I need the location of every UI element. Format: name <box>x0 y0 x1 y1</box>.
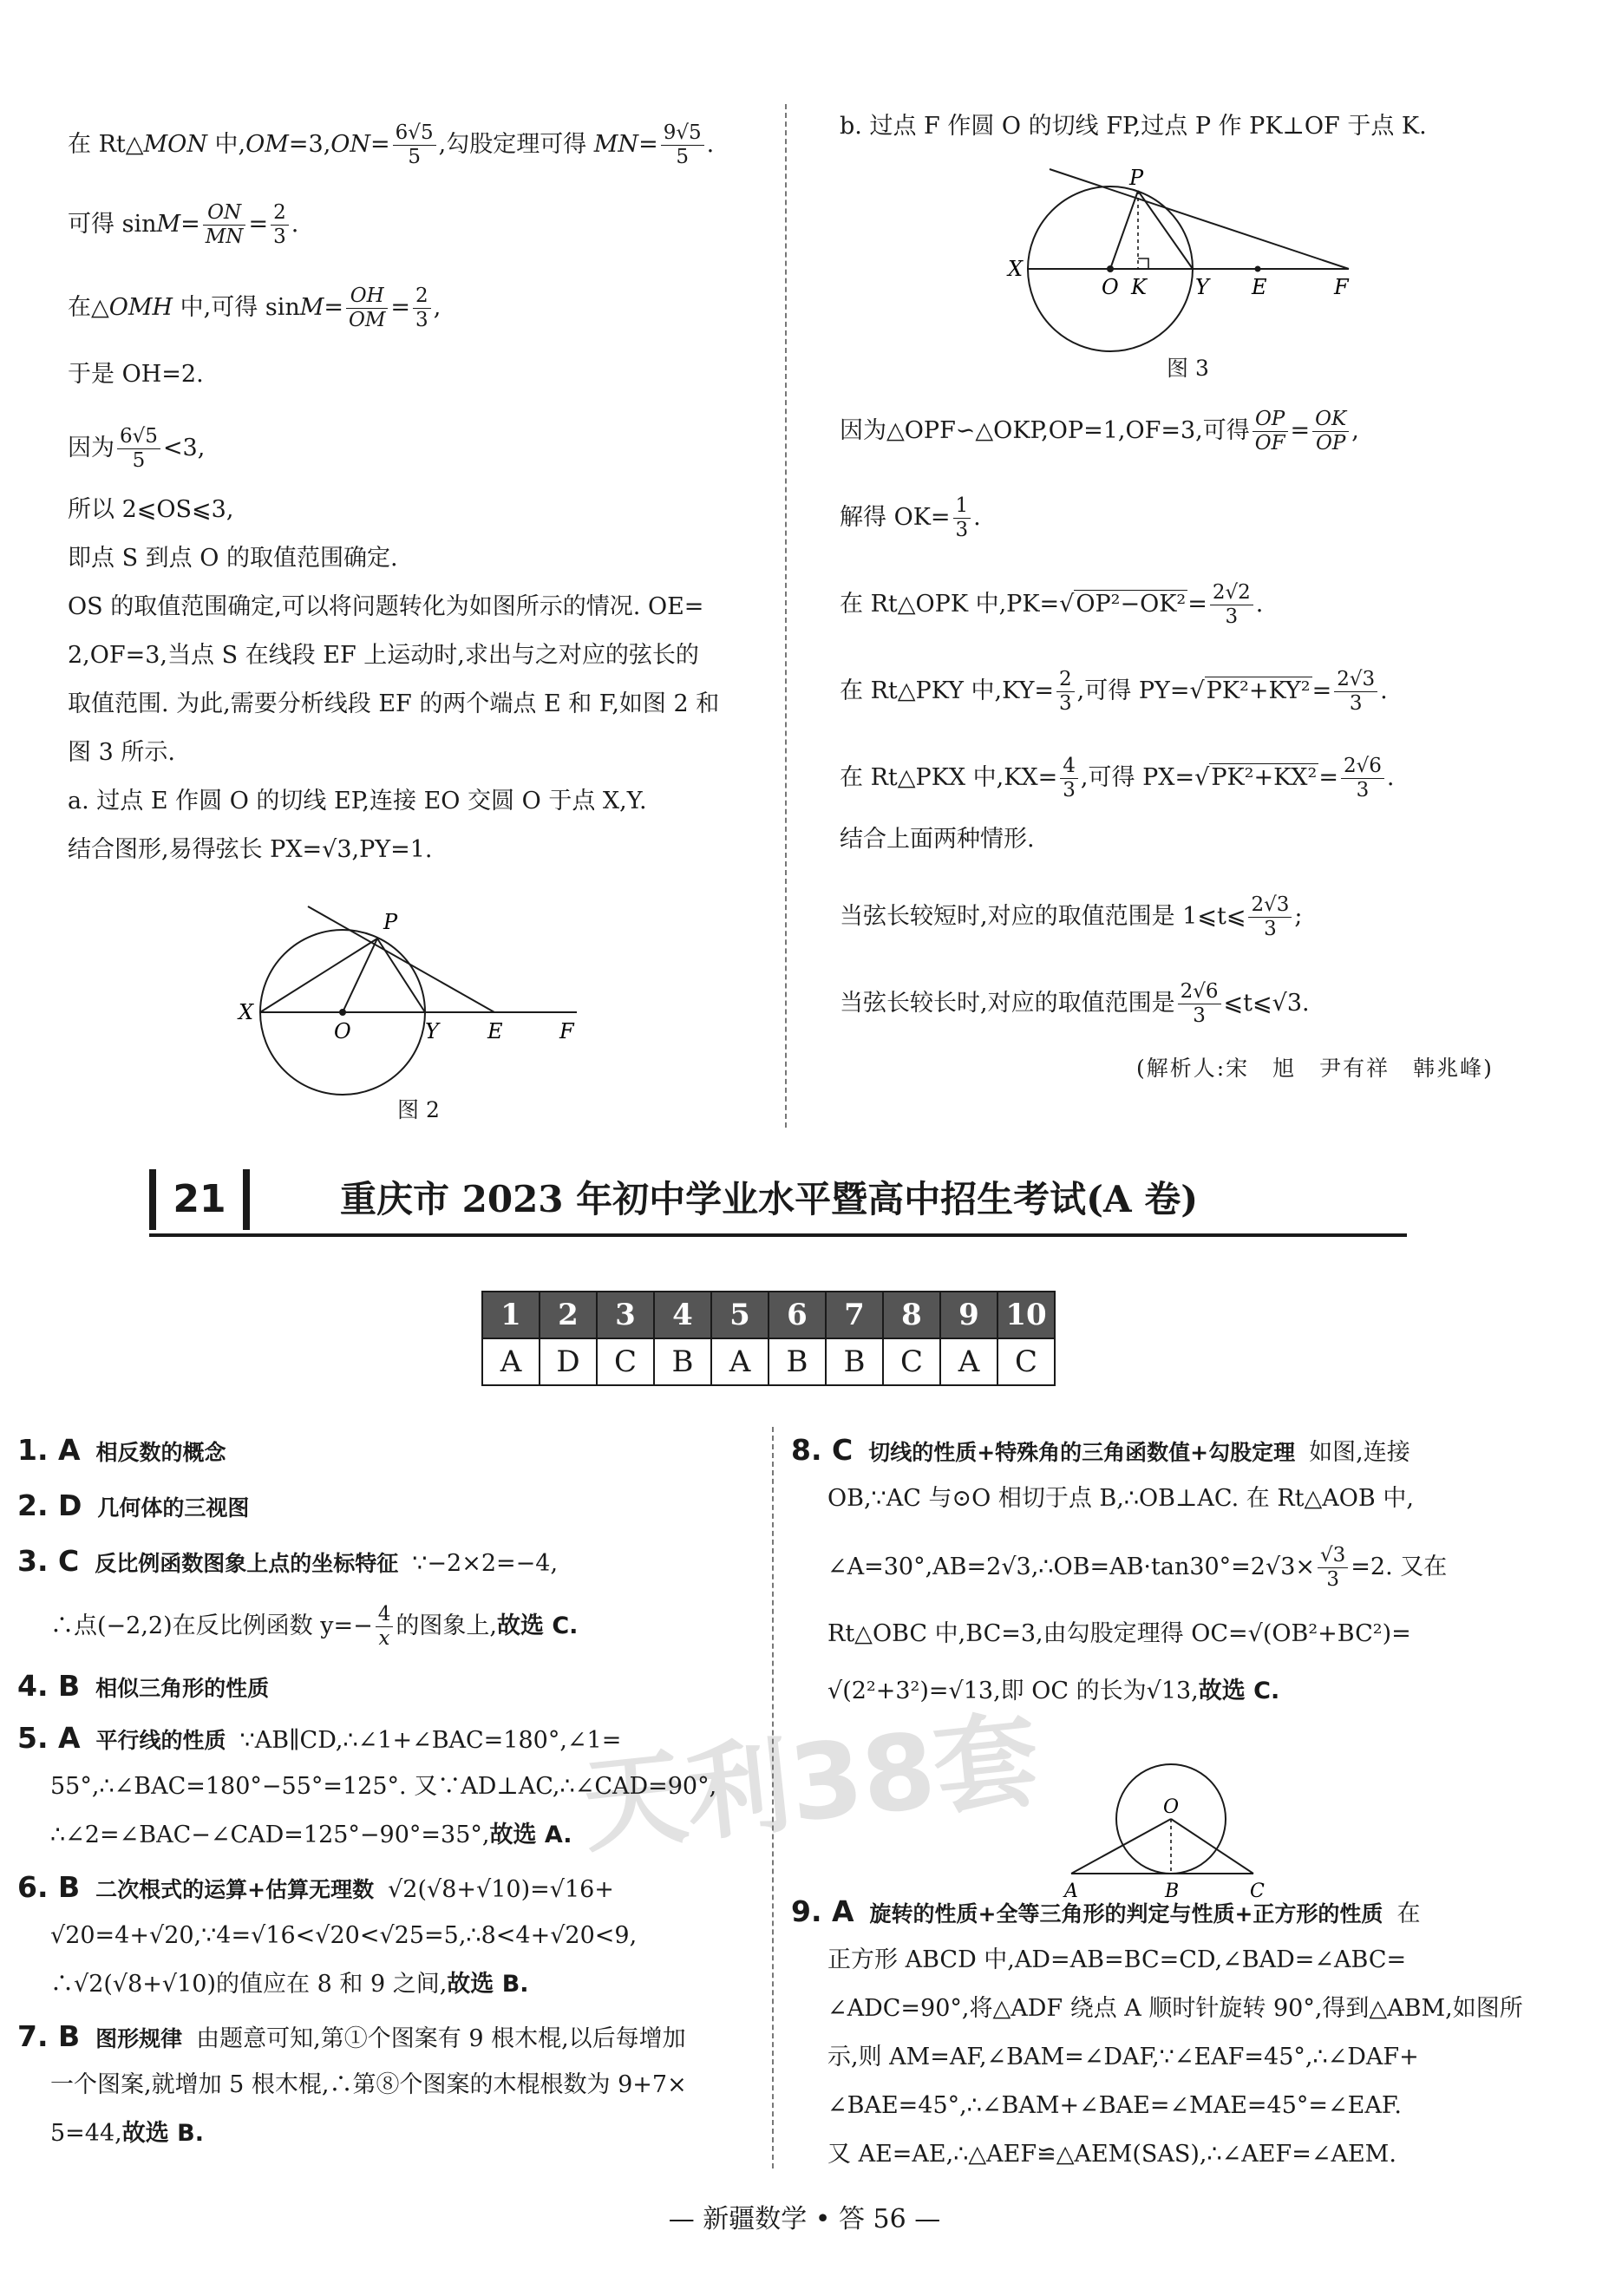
text-line: 在△OMH 中,可得 sinM= $\frac{OH}{OM}$ = $\frac{2}{3}$ , <box>68 285 441 331</box>
question-number-cell: 10 <box>997 1292 1055 1338</box>
question-number-cell: 9 <box>940 1292 997 1338</box>
text-line: √(2²+3²)=√13,即 OC 的长为√13,故选 C. <box>827 1678 1280 1704</box>
text-line: 结合图形,易得弦长 PX=√3,PY=1. <box>68 836 433 863</box>
figure-3 <box>1006 160 1370 369</box>
label-x: X <box>239 1000 254 1024</box>
fraction: $\frac{2}{3}$ <box>413 285 431 332</box>
fraction: $\frac{OH}{OM}$ <box>346 285 388 332</box>
answer-cell: B <box>769 1338 826 1385</box>
label-e: E <box>487 1019 503 1043</box>
fraction: $\frac{2√6}{3}$ <box>1341 755 1384 802</box>
answer-cell: B <box>826 1338 883 1385</box>
text-line: 于是 OH=2. <box>68 361 204 388</box>
label-a: A <box>1064 1881 1078 1902</box>
question-number-cell: 5 <box>711 1292 769 1338</box>
fraction: $\frac{2√2}{3}$ <box>1210 581 1253 629</box>
fraction: $\frac{OK}{OP}$ <box>1312 408 1349 455</box>
answer-cell: A <box>482 1338 540 1385</box>
label-f: F <box>1334 275 1349 299</box>
answer-item: 3. C 反比例函数图象上点的坐标特征 ∵−2×2=−4, <box>17 1544 559 1578</box>
text-line: √20=4+√20,∵4=√16<√20<√25=5,∴8<4+√20<9, <box>50 1922 638 1949</box>
question-number-cell: 1 <box>482 1292 540 1338</box>
figure-q8 <box>1054 1756 1271 1904</box>
label-p: P <box>1129 166 1144 190</box>
answer-item: 1. A 相反数的概念 <box>17 1433 226 1467</box>
point-o <box>339 1009 346 1016</box>
label-b: B <box>1165 1881 1180 1902</box>
text-line: ∠BAE=45°,∴∠BAM+∠BAE=∠MAE=45°=∠EAF. <box>827 2092 1402 2119</box>
tangent-line <box>308 906 494 1012</box>
answer-cell: A <box>940 1338 997 1385</box>
chord-py <box>1138 191 1193 269</box>
chord-py <box>377 939 425 1012</box>
text-line: 结合上面两种情形. <box>840 826 1035 853</box>
question-number-cell: 8 <box>883 1292 940 1338</box>
answer-item: 4. B 相似三角形的性质 <box>17 1669 270 1703</box>
text-line: OB,∵AC 与⊙O 相切于点 B,∴OB⊥AC. 在 Rt△AOB 中, <box>827 1485 1414 1512</box>
fraction: $\frac{OP}{OF}$ <box>1253 408 1288 455</box>
text-line: ∠A=30°,AB=2√3,∴OB=AB·tan30°=2√3× $\frac{√3}{3}$ =2. 又在 <box>827 1544 1448 1591</box>
question-number-cell: 4 <box>654 1292 711 1338</box>
fraction: $\frac{ON}{MN}$ <box>203 201 246 249</box>
label-y: Y <box>1195 275 1209 299</box>
page-footer: — 新疆数学 • 答 56 — <box>668 2204 941 2234</box>
text-line: ∴√2(√8+√10)的值应在 8 和 9 之间,故选 B. <box>50 1971 529 1998</box>
text-line: 在 Rt△PKY 中,KY= $\frac{2}{3}$ ,可得 PY=√PK²+KY²= $\frac{2√3}{3}$ . <box>840 668 1388 715</box>
answer-cell: A <box>711 1338 769 1385</box>
fraction: $\frac{6√5}{5}$ <box>117 425 160 473</box>
label-c: C <box>1250 1881 1265 1902</box>
answer-cell: C <box>883 1338 940 1385</box>
answer-item: 7. B 图形规律 由题意可知,第①个图案有 9 根木棍,以后每增加 <box>17 2019 686 2053</box>
segment-po <box>1110 191 1138 269</box>
figure-2-caption: 图 2 <box>397 1097 440 1122</box>
text-line: 55°,∴∠BAC=180°−55°=125°. 又∵AD⊥AC,∴∠CAD=90°, <box>50 1773 717 1800</box>
question-number-cell: 7 <box>826 1292 883 1338</box>
column-divider <box>785 104 787 1128</box>
text-line: b. 过点 F 作圆 O 的切线 FP,过点 P 作 PK⊥OF 于点 K. <box>840 113 1427 140</box>
answer-item: 5. A 平行线的性质 ∵AB∥CD,∴∠1+∠BAC=180°,∠1= <box>17 1721 622 1755</box>
label-x: X <box>1008 257 1024 281</box>
text-line: 即点 S 到点 O 的取值范围确定. <box>68 545 398 572</box>
figure-3-caption: 图 3 <box>1167 356 1209 381</box>
label-o: O <box>1102 275 1119 299</box>
answer-table-answer-row <box>482 1338 1055 1385</box>
text-line: 正方形 ABCD 中,AD=AB=BC=CD,∠BAD=∠ABC= <box>827 1946 1407 1973</box>
fraction: $\frac{2√3}{3}$ <box>1248 893 1292 941</box>
fraction: $\frac{1}{3}$ <box>953 494 971 542</box>
label-o: O <box>1163 1796 1180 1818</box>
text-line: 图 3 所示. <box>68 739 175 766</box>
text-line: 又 AE=AE,∴△AEF≌△AEM(SAS),∴∠AEF=∠AEM. <box>827 2141 1396 2168</box>
answer-item: 2. D 几何体的三视图 <box>17 1488 250 1522</box>
question-number-cell: 2 <box>540 1292 597 1338</box>
label-k: K <box>1131 275 1147 299</box>
fraction: $\frac{9√5}{5}$ <box>661 121 704 169</box>
point-o <box>1107 265 1114 272</box>
fraction: $\frac{2}{3}$ <box>1056 668 1075 716</box>
text-line: 解得 OK= $\frac{1}{3}$ . <box>840 494 981 541</box>
text-line: 一个图案,就增加 5 根木棍,∴第⑧个图案的木棍根数为 9+7× <box>50 2071 687 2098</box>
figure-2 <box>234 889 598 1110</box>
text-line: 在 Rt△MON 中,OM=3,ON= $\frac{6√5}{5}$ ,勾股定理可得 MN= $\frac{9√5}{5}$ . <box>68 121 715 168</box>
text-line: 因为△OPF∽△OKP,OP=1,OF=3,可得 $\frac{OP}{OF}$ = $\frac{OK}{OP}$ , <box>840 408 1359 455</box>
answer-cell: C <box>597 1338 654 1385</box>
point-e <box>1255 266 1261 272</box>
text-line: 因为 $\frac{6√5}{5}$ <3, <box>68 425 206 472</box>
answer-table-header-row <box>482 1292 1055 1338</box>
text-line: 当弦长较短时,对应的取值范围是 1⩽t⩽ $\frac{2√3}{3}$ ; <box>840 893 1303 940</box>
text-line: 取值范围. 为此,需要分析线段 EF 的两个端点 E 和 F,如图 2 和 <box>68 690 720 717</box>
answer-cell: C <box>997 1338 1055 1385</box>
tangent-line <box>1050 169 1349 269</box>
question-number-cell: 6 <box>769 1292 826 1338</box>
column-divider <box>772 1427 774 2168</box>
text-line: 5=44,故选 B. <box>50 2120 204 2147</box>
text-line: ∴点(−2,2)在反比例函数 y=− $\frac{4}{x}$ 的图象上,故选 C. <box>50 1603 579 1650</box>
answer-item: 6. B 二次根式的运算+估算无理数 √2(√8+√10)=√16+ <box>17 1870 614 1904</box>
text-line: OS 的取值范围确定,可以将问题转化为如图所示的情况. OE= <box>68 593 704 620</box>
fraction: $\frac{2√3}{3}$ <box>1334 668 1377 716</box>
watermark-logo: 天利38套 <box>577 1699 1044 1868</box>
answer-cell: B <box>654 1338 711 1385</box>
fraction: $\frac{6√5}{5}$ <box>393 121 436 169</box>
right-angle-mark <box>1138 258 1148 269</box>
text-line: 示,则 AM=AF,∠BAM=∠DAF,∵∠EAF=45°,∴∠DAF+ <box>827 2044 1419 2070</box>
fraction: $\frac{4}{3}$ <box>1060 755 1078 802</box>
label-y: Y <box>425 1019 439 1043</box>
section-header <box>149 1169 1407 1237</box>
text-line: 在 Rt△PKX 中,KX= $\frac{4}{3}$ ,可得 PX=√PK²+KX²= $\frac{2√6}{3}$ . <box>840 755 1395 801</box>
question-number-cell: 3 <box>597 1292 654 1338</box>
label-o: O <box>334 1019 351 1043</box>
text-line: Rt△OBC 中,BC=3,由勾股定理得 OC=√(OB²+BC²)= <box>827 1620 1411 1647</box>
label-e: E <box>1252 275 1267 299</box>
answer-cell: D <box>540 1338 597 1385</box>
text-line: a. 过点 E 作圆 O 的切线 EP,连接 EO 交圆 O 于点 X,Y. <box>68 788 647 814</box>
fraction: $\frac{2√6}{3}$ <box>1178 980 1221 1028</box>
text-line: 在 Rt△OPK 中,PK=√OP²−OK²= $\frac{2√2}{3}$ . <box>840 581 1264 628</box>
section-number: 21 <box>149 1169 250 1230</box>
answer-table <box>481 1291 1056 1386</box>
answer-item: 8. C 切线的性质+特殊角的三角函数值+勾股定理 如图,连接 <box>791 1433 1410 1467</box>
label-f: F <box>559 1019 574 1043</box>
text-line: 可得 sinM= $\frac{ON}{MN}$ = $\frac{2}{3}$ . <box>68 201 299 248</box>
fraction: $\frac{√3}{3}$ <box>1318 1544 1348 1592</box>
section-title: 重庆市 2023 年初中学业水平暨高中招生考试(A 卷) <box>340 1178 1199 1220</box>
segment-oc <box>1171 1819 1253 1874</box>
text-line: ∠ADC=90°,将△ADF 绕点 A 顺时针旋转 90°,得到△ABM,如图所 <box>827 1995 1523 2022</box>
answer-item: 9. A 旋转的性质+全等三角形的判定与性质+正方形的性质 在 <box>791 1894 1421 1928</box>
analyst-credit: (解析人:宋 旭 尹有祥 韩兆峰) <box>1136 1056 1494 1081</box>
text-line: 2,OF=3,当点 S 在线段 EF 上运动时,求出与之对应的弦长的 <box>68 642 699 669</box>
fraction: $\frac{2}{3}$ <box>271 201 289 249</box>
text-line: 当弦长较长时,对应的取值范围是 $\frac{2√6}{3}$ ⩽t⩽√3. <box>840 980 1310 1027</box>
fraction: $\frac{4}{x}$ <box>376 1603 394 1651</box>
label-p: P <box>383 910 398 934</box>
text-line: ∴∠2=∠BAC−∠CAD=125°−90°=35°,故选 A. <box>50 1822 572 1848</box>
segment-ao <box>1071 1819 1171 1874</box>
text-line: 所以 2⩽OS⩽3, <box>68 496 234 523</box>
